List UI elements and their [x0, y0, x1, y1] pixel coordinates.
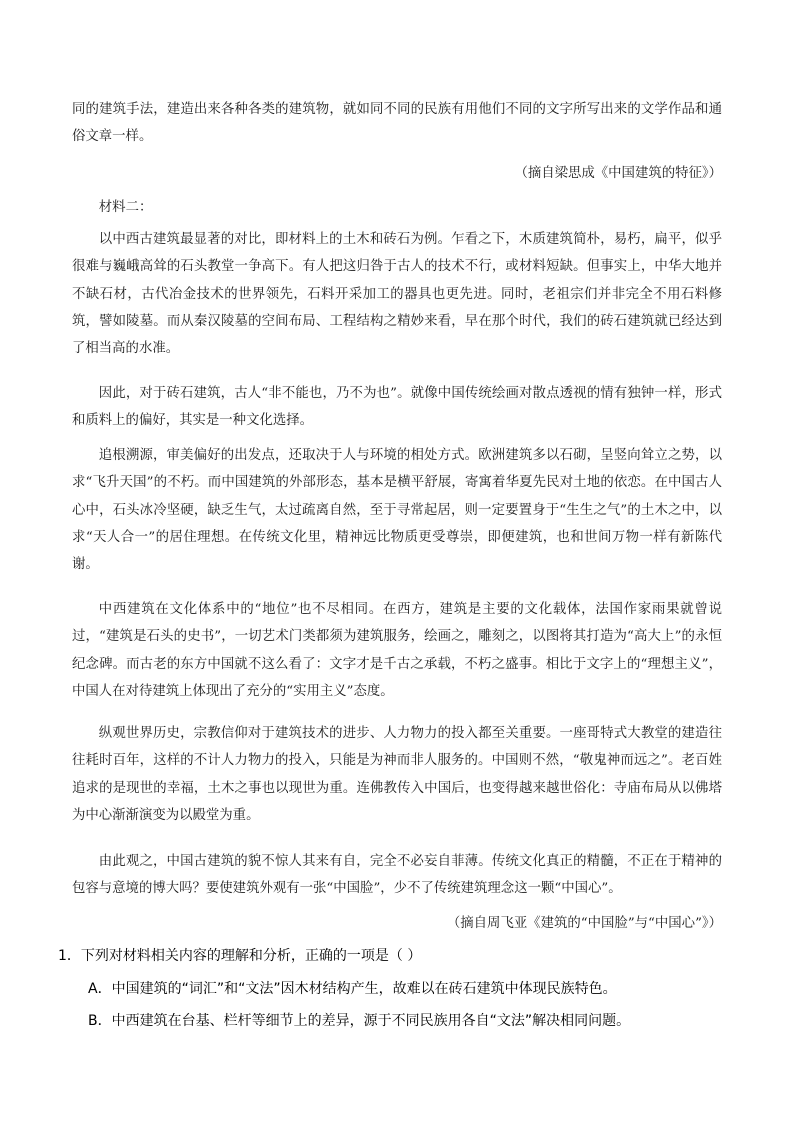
material-2-label: 材料二： — [98, 200, 153, 215]
option-a[interactable]: A．中国建筑的“词汇”和“文法”因木材结构产生，故难以在砖石建筑中体现民族特色。 — [88, 981, 617, 997]
paragraph-4: 中西建筑在文化体系中的“地位”也不尽相同。在西方，建筑是主要的文化载体，法国作家雨果就曾说过，“建筑是石头的史书”，一切艺术门类都须为建筑服务，绘画之，雕刻之，以图将其打造为“高大上”的永恒纪念碑。而古老的东方中国就不这么看了：文字才是千古之承载，不朽之盛事。相比于文字上的“理想主义”，中国人在对待建筑上体现出了充分的“实用主义”态度。 — [72, 602, 722, 699]
source-citation-2: （摘自周飞亚《建筑的“中国脸”与“中国心”》） — [446, 916, 722, 931]
paragraph-1: 以中西古建筑最显著的对比，即材料上的土木和砖石为例。乍看之下，木质建筑简朴，易朽，扁平，似乎很难与巍峨高耸的石头教堂一争高下。有人把这归咎于古人的技术不行，或材料短缺。但事实上，中华大地并不缺石材，古代冶金技术的世界领先，石料开采加工的器具也更先进。同时，老祖宗们并非完全不用石料修筑，譬如陵墓。而从秦汉陵墓的空间布局、工程结构之精妙来看，早在那个时代，我们的砖石建筑就已经达到了相当高的水准。 — [72, 232, 722, 357]
paragraph-5: 纵观世界历史，宗教信仰对于建筑技术的进步、人力物力的投入都至关重要。一座哥特式大教堂的建造往往耗时百年，这样的不计人力物力的投入，只能是为神而非人服务的。中国则不然，“敬鬼神而远之”。老百姓追求的是现世的幸福，土木之事也以现世为重。连佛教传入中国后，也变得越来越世俗化：寺庙布局从以佛塔为中心渐渐演变为以殿堂为重。 — [72, 726, 722, 823]
paragraph-6: 由此观之，中国古建筑的貌不惊人其来有自，完全不必妄自菲薄。传统文化真正的精髓，不正在于精神的包容与意境的博大吗？要使建筑外观有一张“中国脸”，少不了传统建筑理念这一颗“中国心”。 — [72, 854, 722, 897]
source-citation-1: （摘自梁思成《中国建筑的特征》） — [514, 166, 722, 181]
question-stem: 1．下列对材料相关内容的理解和分析，正确的一项是（ ） — [58, 948, 422, 964]
paragraph-3: 追根溯源，审美偏好的出发点，还取决于人与环境的相处方式。欧洲建筑多以石砌，呈竖向耸立之势，以求“飞升天国”的不朽。而中国建筑的外部形态，基本是横平舒展，寄寓着华夏先民对土地的依恋。在中国古人心中，石头冰冷坚硬，缺乏生气，太过疏离自然，至于寻常起居，则一定要置身于“生生之气”的土木之中，以求“天人合一”的居住理想。在传统文化里，精神远比物质更受尊崇，即便建筑，也和世间万物一样有新陈代谢。 — [72, 448, 722, 573]
paragraph-2: 因此，对于砖石建筑，古人“非不能也，乃不为也”。就像中国传统绘画对散点透视的情有独钟一样，形式和质料上的偏好，其实是一种文化选择。 — [72, 386, 722, 429]
option-b[interactable]: B．中西建筑在台基、栏杆等细节上的差异，源于不同民族用各自“文法”解决相同问题。 — [88, 1013, 631, 1029]
paragraph-continued: 同的建筑手法，建造出来各种各类的建筑物，就如同不同的民族有用他们不同的文字所写出来的文学作品和通俗文章一样。 — [72, 102, 722, 145]
